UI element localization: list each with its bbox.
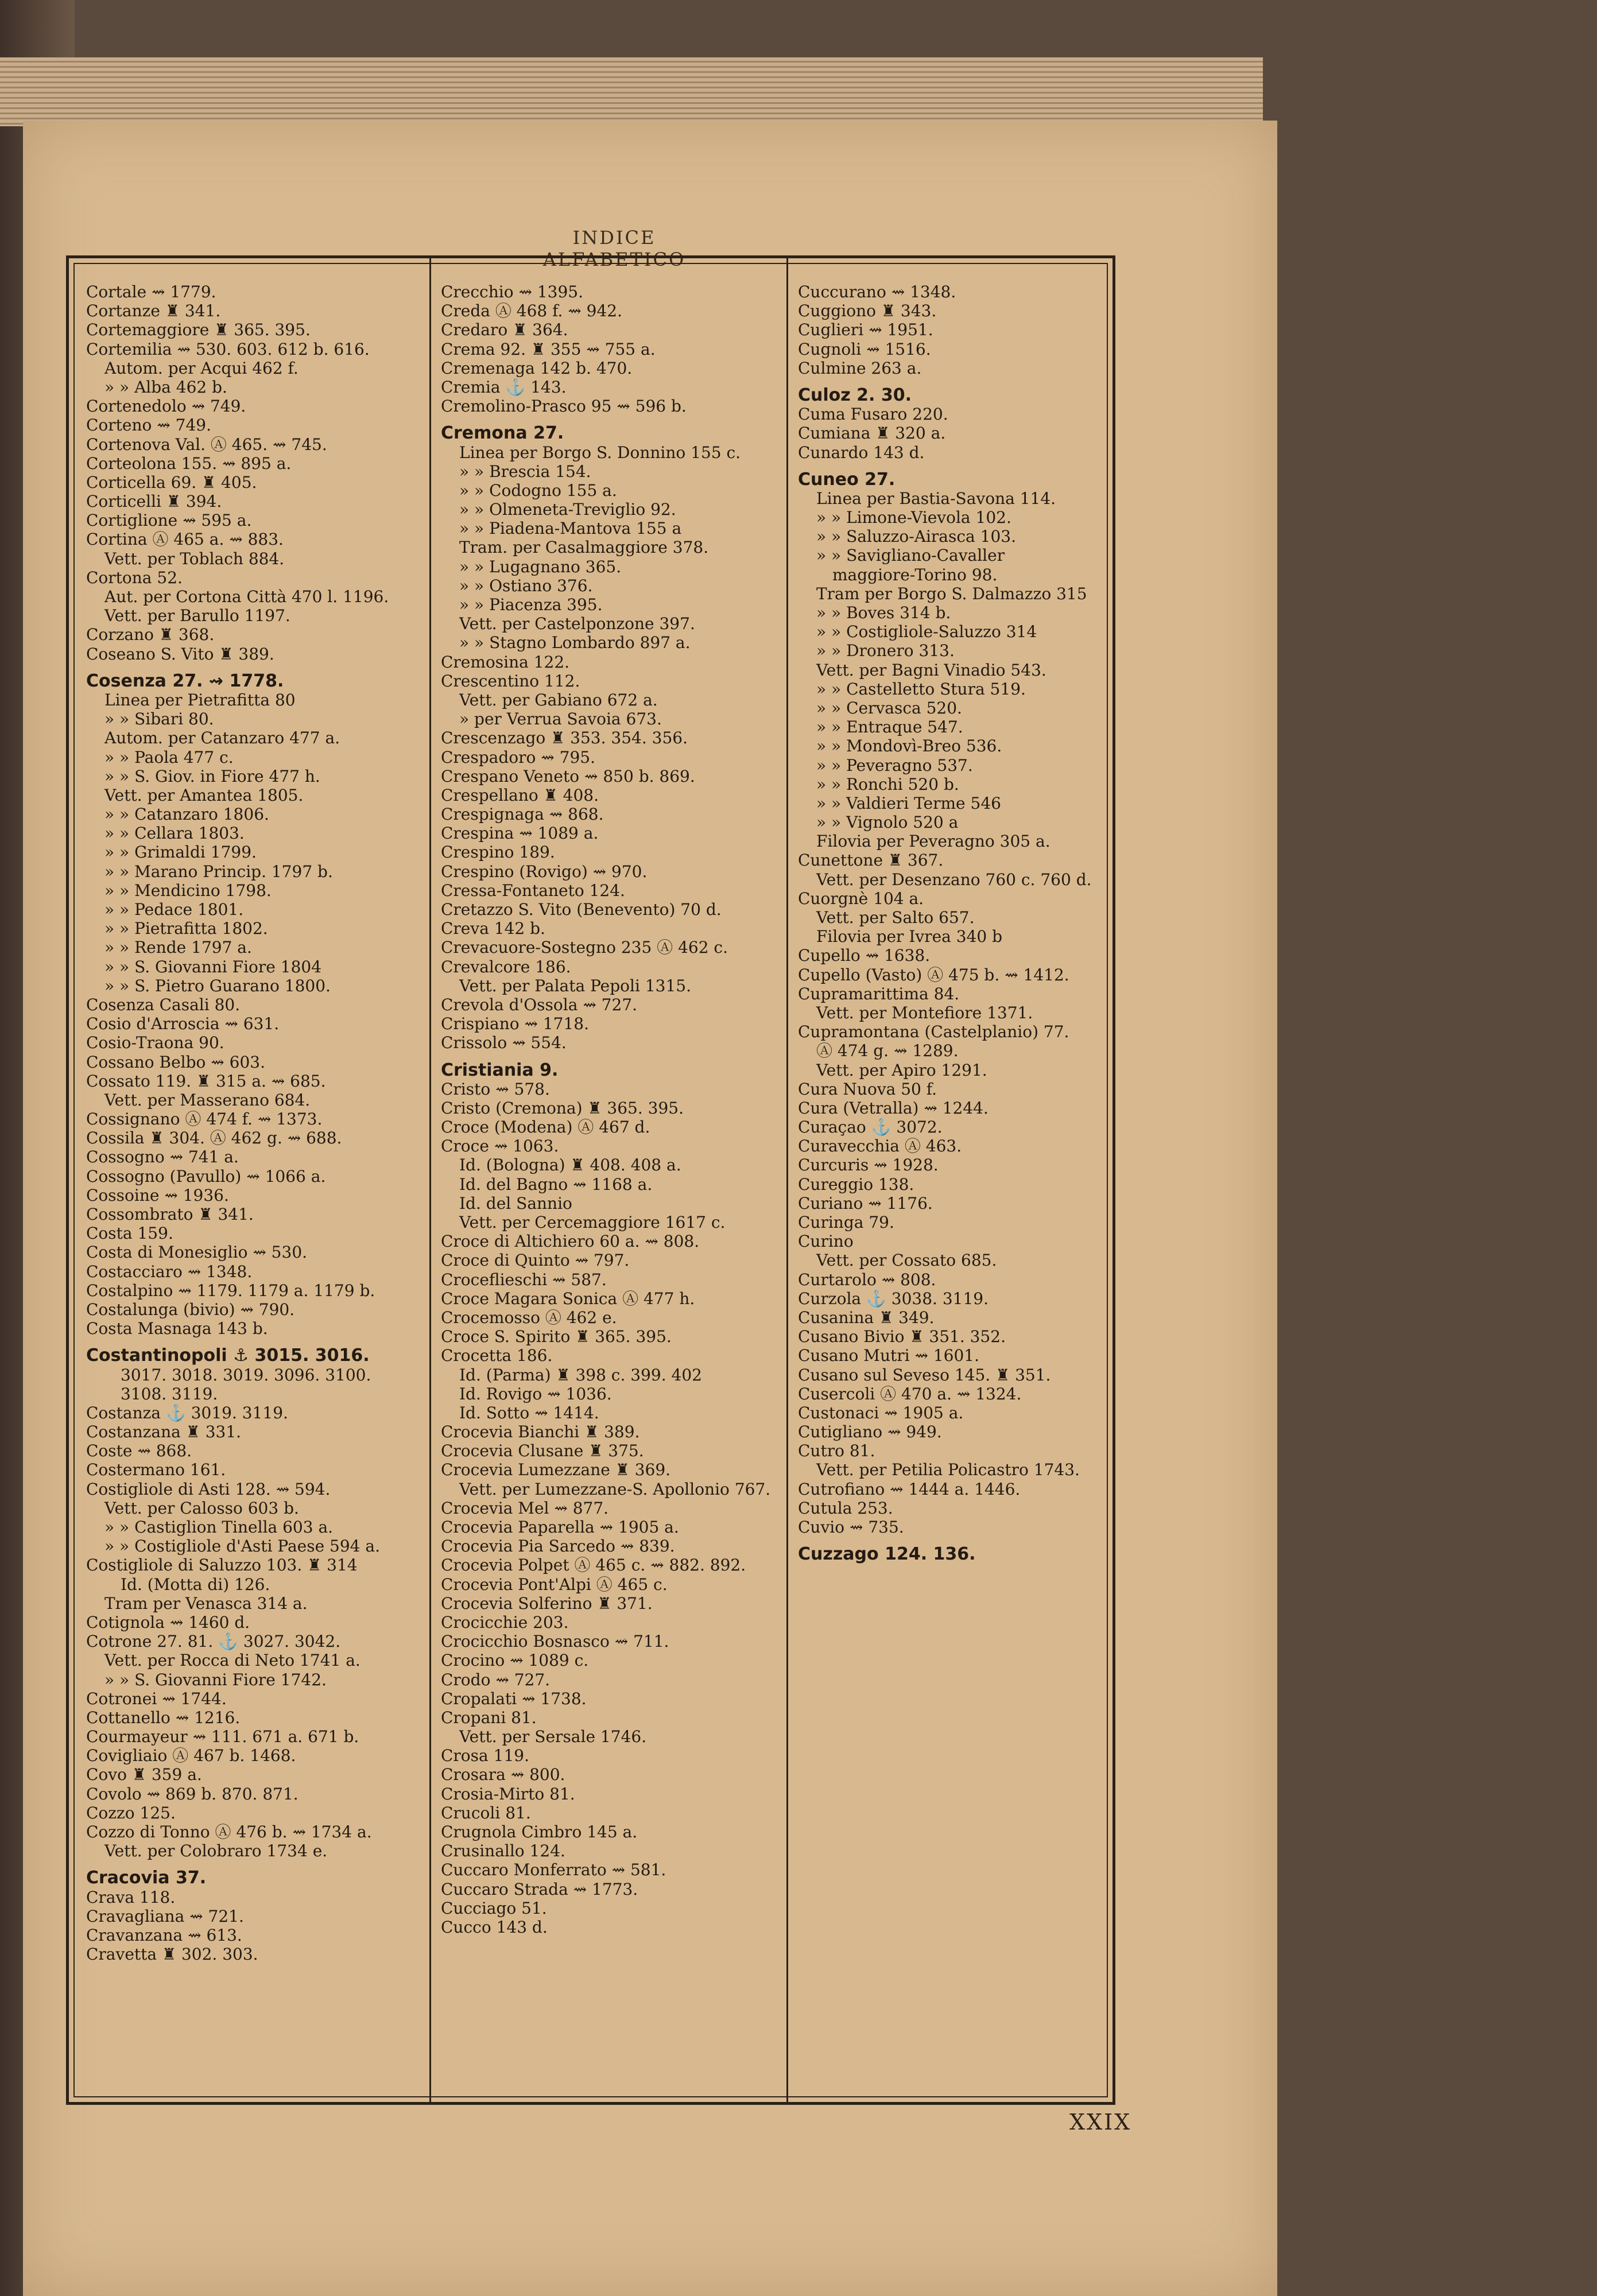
index-entry: Crevalcore 186. [441, 957, 571, 976]
index-entry: Linea per Borgo S. Donnino 155 c. [459, 443, 741, 462]
index-entry: Curiano ⇝ 1176. [798, 1193, 933, 1213]
index-entry: Croce (Modena) Ⓐ 467 d. [441, 1118, 650, 1137]
index-entry: Costa 159. [86, 1224, 173, 1243]
index-column-3 [798, 282, 1096, 2079]
index-entry: Crocevia Clusane ♜ 375. [441, 1441, 644, 1461]
index-entry: Cugnoli ⇝ 1516. [798, 339, 931, 359]
index-entry: Cressa-Fontaneto 124. [441, 881, 625, 900]
index-entry: » » Cervasca 520. [816, 698, 962, 718]
index-column-2 [441, 282, 797, 2079]
index-entry: » » Lugagnano 365. [459, 557, 622, 576]
index-entry: Crugnola Cimbro 145 a. [441, 1822, 638, 1841]
index-entry: Crusinallo 124. [441, 1841, 565, 1861]
index-entry: Curinga 79. [798, 1213, 894, 1232]
index-entry: Vett. per Salto 657. [816, 908, 975, 927]
index-entry: Crosia-Mirto 81. [441, 1784, 575, 1804]
index-entry: Crava 118. [86, 1887, 176, 1907]
index-entry: » » Cellara 1803. [104, 824, 245, 843]
index-entry: Crissolo ⇝ 554. [441, 1033, 567, 1053]
index-entry: Cortenedolo ⇝ 749. [86, 397, 246, 416]
index-entry: Autom. per Catanzaro 477 a. [104, 728, 340, 748]
index-entry: Costalpino ⇝ 1179. 1179 a. 1179 b. [86, 1281, 375, 1300]
index-entry: Crevola d'Ossola ⇝ 727. [441, 995, 638, 1014]
index-entry: Cuvio ⇝ 735. [798, 1518, 904, 1537]
index-entry: Covigliaio Ⓐ 467 b. 1468. [86, 1746, 296, 1766]
index-entry: » » Mondovì-Breo 536. [816, 736, 1002, 756]
index-entry: Vett. per Rocca di Neto 1741 a. [104, 1651, 361, 1670]
index-entry: » » Ronchi 520 b. [816, 774, 959, 794]
index-entry: Cremolino-Prasco 95 ⇝ 596 b. [441, 397, 687, 416]
index-entry: Cretazzo S. Vito (Benevento) 70 d. [441, 900, 722, 919]
index-entry: Culmine 263 a. [798, 358, 922, 378]
index-entry: Vett. per Gabiano 672 a. [459, 690, 658, 709]
index-entry: Vett. per Lumezzane-S. Apollonio 767. [459, 1479, 771, 1499]
index-entry: Crespino (Rovigo) ⇝ 970. [441, 862, 648, 881]
index-entry: Croce S. Spirito ♜ 365. 395. [441, 1327, 672, 1347]
index-entry: Crescenzago ♜ 353. 354. 356. [441, 728, 688, 748]
index-entry: Croce ⇝ 1063. [441, 1137, 559, 1156]
index-entry: Cropani 81. [441, 1708, 537, 1727]
index-entry: 3108. 3119. [121, 1384, 218, 1403]
index-entry: Crocevia Pia Sarcedo ⇝ 839. [441, 1537, 675, 1556]
index-entry: Id. (Parma) ♜ 398 c. 399. 402 [459, 1365, 702, 1384]
index-entry: Cortona 52. [86, 568, 183, 587]
index-entry: Covo ♜ 359 a. [86, 1765, 202, 1785]
index-entry: Cusano Bivio ♜ 351. 352. [798, 1327, 1006, 1347]
index-entry: » » Brescia 154. [459, 461, 591, 481]
index-entry: Corticelli ♜ 394. [86, 492, 222, 511]
index-entry: Costigliole di Saluzzo 103. ♜ 314 [86, 1556, 358, 1575]
index-entry: Tram per Venasca 314 a. [104, 1593, 308, 1613]
index-frame [66, 255, 1115, 2105]
index-entry: Cortina Ⓐ 465 a. ⇝ 883. [86, 530, 284, 549]
index-entry: Vett. per Calosso 603 b. [104, 1498, 299, 1518]
index-entry: Corteno ⇝ 749. [86, 416, 211, 435]
index-entry: Cupramontana (Castelplanio) 77. [798, 1022, 1069, 1042]
index-entry: Id. del Bagno ⇝ 1168 a. [459, 1174, 653, 1194]
index-entry: Vett. per Apiro 1291. [816, 1060, 987, 1080]
index-entry: Cupello (Vasto) Ⓐ 475 b. ⇝ 1412. [798, 965, 1069, 984]
index-entry: » » Piacenza 395. [459, 595, 603, 614]
index-entry: » » Catanzaro 1806. [104, 805, 269, 824]
index-entry: Curtarolo ⇝ 808. [798, 1270, 936, 1289]
index-entry: » » Ostiano 376. [459, 576, 593, 595]
index-entry: Cuggiono ♜ 343. [798, 301, 937, 321]
index-entry: Culoz 2. 30. [798, 385, 912, 405]
index-entry: Costacciaro ⇝ 1348. [86, 1262, 253, 1281]
index-entry: Cupello ⇝ 1638. [798, 946, 931, 965]
index-entry: Costanzana ♜ 331. [86, 1422, 242, 1442]
index-entry: Crosa 119. [441, 1746, 529, 1766]
index-entry: Cremenaga 142 b. 470. [441, 358, 633, 378]
index-entry: Vett. per Desenzano 760 c. 760 d. [816, 870, 1092, 889]
index-entry: » » Vignolo 520 a [816, 813, 959, 832]
index-entry: » » Sibari 80. [104, 709, 214, 729]
index-entry: Costigliole di Asti 128. ⇝ 594. [86, 1479, 331, 1499]
index-entry: Crispiano ⇝ 1718. [441, 1014, 590, 1034]
index-entry: » » Alba 462 b. [104, 377, 227, 397]
index-entry: Croce di Altichiero 60 a. ⇝ 808. [441, 1232, 700, 1251]
index-entry: Croce Magara Sonica Ⓐ 477 h. [441, 1289, 695, 1308]
index-entry: Cravanzana ⇝ 613. [86, 1925, 242, 1945]
index-entry: Vett. per Montefiore 1371. [816, 1003, 1033, 1022]
index-entry: » » S. Pietro Guarano 1800. [104, 976, 331, 995]
index-entry: » » Olmeneta-Treviglio 92. [459, 500, 676, 519]
index-entry: Cotronei ⇝ 1744. [86, 1689, 227, 1708]
index-entry: Cusano sul Seveso 145. ♜ 351. [798, 1365, 1051, 1384]
index-entry: Corteolona 155. ⇝ 895 a. [86, 453, 292, 473]
index-entry: Crevacuore-Sostegno 235 Ⓐ 462 c. [441, 938, 728, 957]
index-entry: Curcuris ⇝ 1928. [798, 1155, 939, 1175]
index-entry: Tram. per Casalmaggiore 378. [459, 538, 709, 557]
index-entry: Costa Masnaga 143 b. [86, 1319, 268, 1339]
index-entry: Corticella 69. ♜ 405. [86, 472, 257, 492]
index-entry: Cristo ⇝ 578. [441, 1079, 550, 1099]
index-entry: Cosenza Casali 80. [86, 995, 241, 1014]
index-entry: Cureggio 138. [798, 1174, 914, 1194]
index-entry: Costanza ⚓ 3019. 3119. [86, 1403, 288, 1422]
index-entry: Crocicchio Bosnasco ⇝ 711. [441, 1632, 669, 1651]
page-edges [0, 57, 1263, 126]
index-entry: » » Codogno 155 a. [459, 480, 617, 500]
index-entry: Cuorgnè 104 a. [798, 889, 924, 908]
index-entry: Cosio d'Arroscia ⇝ 631. [86, 1014, 280, 1034]
index-entry: Vett. per Sersale 1746. [459, 1727, 647, 1747]
index-entry: » » Boves 314 b. [816, 603, 951, 622]
index-entry: » » Piadena-Mantova 155 a [459, 519, 682, 538]
index-entry: Cropalati ⇝ 1738. [441, 1689, 587, 1708]
index-entry: Covolo ⇝ 869 b. 870. 871. [86, 1784, 299, 1804]
index-entry: » » S. Giov. in Fiore 477 h. [104, 766, 320, 786]
index-entry: Vett. per Palata Pepoli 1315. [459, 976, 691, 995]
index-entry: Crespina ⇝ 1089 a. [441, 824, 599, 843]
index-entry: Crespino 189. [441, 843, 555, 862]
index-entry: Croce di Quinto ⇝ 797. [441, 1251, 630, 1270]
index-entry: Cucco 143 d. [441, 1917, 548, 1937]
index-entry: Cuccaro Monferrato ⇝ 581. [441, 1860, 666, 1880]
index-entry: Id. Rovigo ⇝ 1036. [459, 1384, 612, 1403]
index-entry: Crocevia Solferino ♜ 371. [441, 1593, 653, 1613]
index-entry: Coseano S. Vito ♜ 389. [86, 644, 274, 664]
index-entry: » » Castiglion Tinella 603 a. [104, 1518, 334, 1537]
index-entry: » » Mendicino 1798. [104, 881, 272, 900]
index-entry: Crocevia Mel ⇝ 877. [441, 1498, 609, 1518]
index-entry: Crocino ⇝ 1089 c. [441, 1651, 589, 1670]
index-entry: Cozzo 125. [86, 1803, 176, 1822]
page-title: INDICE ALFABETICO [542, 227, 686, 270]
index-entry: Vett. per Castelponzone 397. [459, 614, 695, 634]
index-entry: » » Savigliano-Cavaller [816, 546, 1005, 565]
index-entry: Curavecchia Ⓐ 463. [798, 1137, 962, 1156]
index-entry: Vett. per Toblach 884. [104, 549, 285, 568]
index-entry: Croceflieschi ⇝ 587. [441, 1270, 607, 1289]
index-entry: Cutigliano ⇝ 949. [798, 1422, 942, 1442]
index-entry: Cossogno ⇝ 741 a. [86, 1147, 239, 1167]
index-entry: Id. (Motta di) 126. [121, 1574, 270, 1594]
index-entry: Crespano Veneto ⇝ 850 b. 869. [441, 766, 695, 786]
index-entry: Cumiana ♜ 320 a. [798, 424, 946, 443]
index-entry: Cuccaro Strada ⇝ 1773. [441, 1879, 638, 1899]
index-entry: Cracovia 37. [86, 1868, 207, 1888]
index-entry: » » Marano Princip. 1797 b. [104, 862, 333, 881]
index-entry: Crocetta 186. [441, 1346, 553, 1366]
index-entry: Cusano Mutri ⇝ 1601. [798, 1346, 980, 1366]
index-entry: Creva 142 b. [441, 919, 545, 938]
index-entry: » » Grimaldi 1799. [104, 843, 257, 862]
index-entry: » » S. Giovanni Fiore 1742. [104, 1670, 327, 1689]
index-entry: Costantinopoli ⚓ 3015. 3016. [86, 1346, 370, 1366]
index-entry: maggiore-Torino 98. [832, 565, 998, 584]
index-entry: Cuccurano ⇝ 1348. [798, 282, 956, 301]
index-entry: Cuneo 27. [798, 470, 896, 489]
index-entry: Cossombrato ♜ 341. [86, 1205, 254, 1224]
index-entry: Cura Nuova 50 f. [798, 1079, 937, 1099]
index-entry: Cosio-Traona 90. [86, 1033, 224, 1053]
index-entry: Autom. per Acqui 462 f. [104, 358, 299, 378]
index-entry: Costalunga (bivio) ⇝ 790. [86, 1300, 295, 1319]
index-entry: Cutula 253. [798, 1498, 893, 1518]
index-entry: Crespadoro ⇝ 795. [441, 747, 595, 767]
index-entry: Creda Ⓐ 468 f. ⇝ 942. [441, 301, 623, 321]
index-entry: Cortemilia ⇝ 530. 603. 612 b. 616. [86, 339, 370, 359]
index-entry: Cortanze ♜ 341. [86, 301, 221, 321]
index-entry: » per Verrua Savoia 673. [459, 709, 662, 729]
index-entry: Cossila ♜ 304. Ⓐ 462 g. ⇝ 688. [86, 1128, 342, 1148]
index-entry: Crocevia Bianchi ♜ 389. [441, 1422, 640, 1442]
index-entry: Costa di Monesiglio ⇝ 530. [86, 1243, 308, 1262]
index-entry: Cotignola ⇝ 1460 d. [86, 1612, 250, 1632]
index-entry: Crocevia Paparella ⇝ 1905 a. [441, 1518, 679, 1537]
index-entry: Cuzzago 124. 136. [798, 1545, 976, 1564]
index-entry: Crespellano ♜ 408. [441, 785, 599, 805]
index-entry: Cossano Belbo ⇝ 603. [86, 1052, 265, 1072]
index-entry: Crocevia Pont'Alpi Ⓐ 465 c. [441, 1574, 668, 1594]
index-entry: Cutrofiano ⇝ 1444 a. 1446. [798, 1479, 1021, 1499]
index-entry: » » Castelletto Stura 519. [816, 679, 1026, 699]
index-entry: Credaro ♜ 364. [441, 320, 568, 340]
index-entry: Crucoli 81. [441, 1803, 531, 1822]
index-entry: Vett. per Masserano 684. [104, 1090, 311, 1110]
index-entry: Vett. per Colobraro 1734 e. [104, 1841, 328, 1861]
index-entry: Id. Sotto ⇝ 1414. [459, 1403, 599, 1422]
index-entry: » » Pietrafitta 1802. [104, 919, 268, 938]
page-number: XXIX [1069, 2109, 1132, 2135]
index-entry: Cossato 119. ♜ 315 a. ⇝ 685. [86, 1071, 326, 1091]
index-entry: » » Entraque 547. [816, 718, 963, 737]
index-entry: Curzola ⚓ 3038. 3119. [798, 1289, 989, 1308]
index-entry: Cremosina 122. [441, 652, 570, 672]
index-entry: » » Dronero 313. [816, 641, 955, 661]
index-entry: Cristo (Cremona) ♜ 365. 395. [441, 1098, 684, 1118]
index-entry: Ⓐ 474 g. ⇝ 1289. [816, 1041, 959, 1061]
index-entry: Cravetta ♜ 302. 303. [86, 1945, 258, 1964]
index-entry: Crescentino 112. [441, 671, 580, 691]
index-entry: Id. del Sannio [459, 1193, 572, 1213]
index-entry: Crocevia Polpet Ⓐ 465 c. ⇝ 882. 892. [441, 1556, 746, 1575]
index-entry: Vett. per Petilia Policastro 1743. [816, 1460, 1080, 1480]
index-entry: Linea per Pietrafitta 80 [104, 690, 296, 709]
index-entry: » » Pedace 1801. [104, 900, 244, 919]
index-entry: Cusanina ♜ 349. [798, 1308, 935, 1327]
index-entry: Coste ⇝ 868. [86, 1441, 192, 1461]
index-entry: Crespignaga ⇝ 868. [441, 805, 604, 824]
index-entry: » » Costigliole-Saluzzo 314 [816, 622, 1037, 642]
index-column-1 [86, 282, 485, 2079]
index-entry: Cortemaggiore ♜ 365. 395. [86, 320, 311, 340]
index-entry: Crocevia Lumezzane ♜ 369. [441, 1460, 671, 1480]
index-entry: Curaçao ⚓ 3072. [798, 1118, 943, 1137]
index-entry: Vett. per Bagni Vinadio 543. [816, 660, 1046, 680]
index-entry: » » Stagno Lombardo 897 a. [459, 633, 691, 653]
index-entry: » » Limone-Vievola 102. [816, 508, 1011, 528]
index-entry: Cortiglione ⇝ 595 a. [86, 511, 252, 530]
index-entry: Vett. per Barullo 1197. [104, 606, 290, 626]
index-entry: Curino [798, 1232, 854, 1251]
index-entry: » » Paola 477 c. [104, 747, 234, 767]
index-entry: Vett. per Cossato 685. [816, 1251, 997, 1270]
index-entry: Courmayeur ⇝ 111. 671 a. 671 b. [86, 1727, 359, 1747]
index-entry: Cristiania 9. [441, 1060, 559, 1080]
index-entry: Cossignano Ⓐ 474 f. ⇝ 1373. [86, 1110, 323, 1129]
index-entry: » » S. Giovanni Fiore 1804 [104, 957, 322, 976]
index-entry: Cuma Fusaro 220. [798, 405, 948, 424]
index-entry: » » Rende 1797 a. [104, 938, 252, 957]
index-entry: Cortale ⇝ 1779. [86, 282, 216, 301]
index-entry: Cuglieri ⇝ 1951. [798, 320, 933, 340]
index-entry: Custonaci ⇝ 1905 a. [798, 1403, 964, 1422]
index-entry: Cremia ⚓ 143. [441, 377, 567, 397]
index-entry: Cozzo di Tonno Ⓐ 476 b. ⇝ 1734 a. [86, 1822, 372, 1841]
index-entry: Linea per Bastia-Savona 114. [816, 488, 1056, 508]
index-entry: Crodo ⇝ 727. [441, 1670, 551, 1689]
index-entry: Tram per Borgo S. Dalmazzo 315 [816, 584, 1087, 603]
index-entry: Cossoine ⇝ 1936. [86, 1185, 229, 1205]
index-entry: » » Valdieri Terme 546 [816, 793, 1001, 813]
index-entry: Cusercoli Ⓐ 470 a. ⇝ 1324. [798, 1384, 1022, 1403]
index-entry: Crema 92. ♜ 355 ⇝ 755 a. [441, 339, 656, 359]
index-entry: Id. (Bologna) ♜ 408. 408 a. [459, 1155, 681, 1175]
index-entry: Cosenza 27. ⇝ 1778. [86, 671, 284, 691]
index-entry: Filovia per Peveragno 305 a. [816, 832, 1051, 851]
index-entry: » » Saluzzo-Airasca 103. [816, 527, 1016, 546]
index-entry: Cunettone ♜ 367. [798, 851, 944, 870]
index-entry: Crocicchie 203. [441, 1612, 569, 1632]
index-entry: Cupramarittima 84. [798, 984, 960, 1003]
index-entry: Costermano 161. [86, 1460, 226, 1480]
index-entry: Cottanello ⇝ 1216. [86, 1708, 241, 1727]
index-entry: Cura (Vetralla) ⇝ 1244. [798, 1098, 989, 1118]
index-entry: Vett. per Amantea 1805. [104, 785, 304, 805]
index-entry: » » Peveragno 537. [816, 755, 973, 775]
index-entry: Cortenova Val. Ⓐ 465. ⇝ 745. [86, 435, 327, 454]
index-entry: Vett. per Cercemaggiore 1617 c. [459, 1213, 726, 1232]
index-entry: Cunardo 143 d. [798, 443, 925, 462]
index-entry: Cossogno (Pavullo) ⇝ 1066 a. [86, 1166, 326, 1186]
index-entry: Cutro 81. [798, 1441, 875, 1461]
index-entry: Cucciago 51. [441, 1898, 547, 1918]
index-entry: Cotrone 27. 81. ⚓ 3027. 3042. [86, 1632, 341, 1651]
index-entry: Cravagliana ⇝ 721. [86, 1906, 244, 1926]
index-entry: Corzano ♜ 368. [86, 625, 215, 645]
index-entry: Aut. per Cortona Città 470 l. 1196. [104, 587, 389, 606]
index-entry: Crecchio ⇝ 1395. [441, 282, 584, 301]
index-entry: » » Costigliole d'Asti Paese 594 a. [104, 1537, 380, 1556]
index-entry: Cremona 27. [441, 424, 564, 443]
index-entry: Filovia per Ivrea 340 b [816, 927, 1003, 947]
index-entry: Crosara ⇝ 800. [441, 1765, 565, 1785]
index-entry: Crocemosso Ⓐ 462 e. [441, 1308, 617, 1327]
index-entry: 3017. 3018. 3019. 3096. 3100. [121, 1365, 371, 1384]
